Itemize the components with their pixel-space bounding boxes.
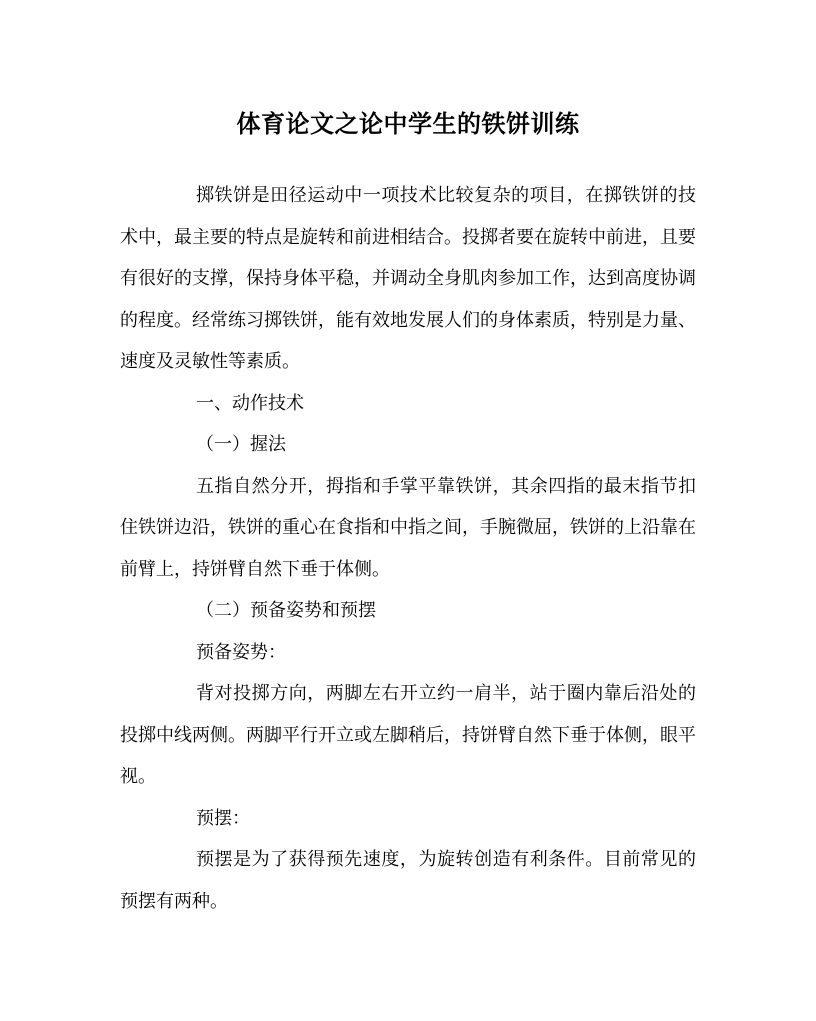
grip-paragraph: 五指自然分开，拇指和手掌平靠铁饼，其余四指的最末指节扣住铁饼边沿，铁饼的重心在食指和中指之间，手腕微屈，铁饼的上沿靠在前臂上，持饼臂自然下垂于体侧。	[120, 475, 696, 580]
document-body	[120, 175, 696, 922]
stance-paragraph: 背对投掷方向，两脚左右开立约一肩半，站于圈内靠后沿处的投掷中线两侧。两脚平行开立或左脚稍后，持饼臂自然下垂于体侧，眼平视。	[120, 683, 696, 787]
subsection-heading-grip: （一）握法	[196, 434, 286, 455]
subsection-heading-stance-swing: （二）预备姿势和预摆	[196, 600, 376, 621]
swing-paragraph: 预摆是为了获得预先速度，为旋转创造有利条件。目前常见的预摆有两种。	[120, 849, 696, 912]
section-heading-technique: 一、动作技术	[196, 392, 304, 414]
intro-paragraph: 掷铁饼是田径运动中一项技术比较复杂的项目，在掷铁饼的技术中，最主要的特点是旋转和前进相结合。投掷者要在旋转中前进，且要有很好的支撑，保持身体平稳，并调动全身肌肉参加工作，达到高度协调的程度。经常练习掷铁饼，能有效地发展人们的身体素质，特别是力量、速度及灵敏性等素质。	[120, 185, 696, 372]
stance-label: 预备姿势：	[196, 641, 286, 663]
document-title: 体育论文之论中学生的铁饼训练	[236, 109, 580, 138]
swing-label: 预摆：	[196, 807, 250, 829]
